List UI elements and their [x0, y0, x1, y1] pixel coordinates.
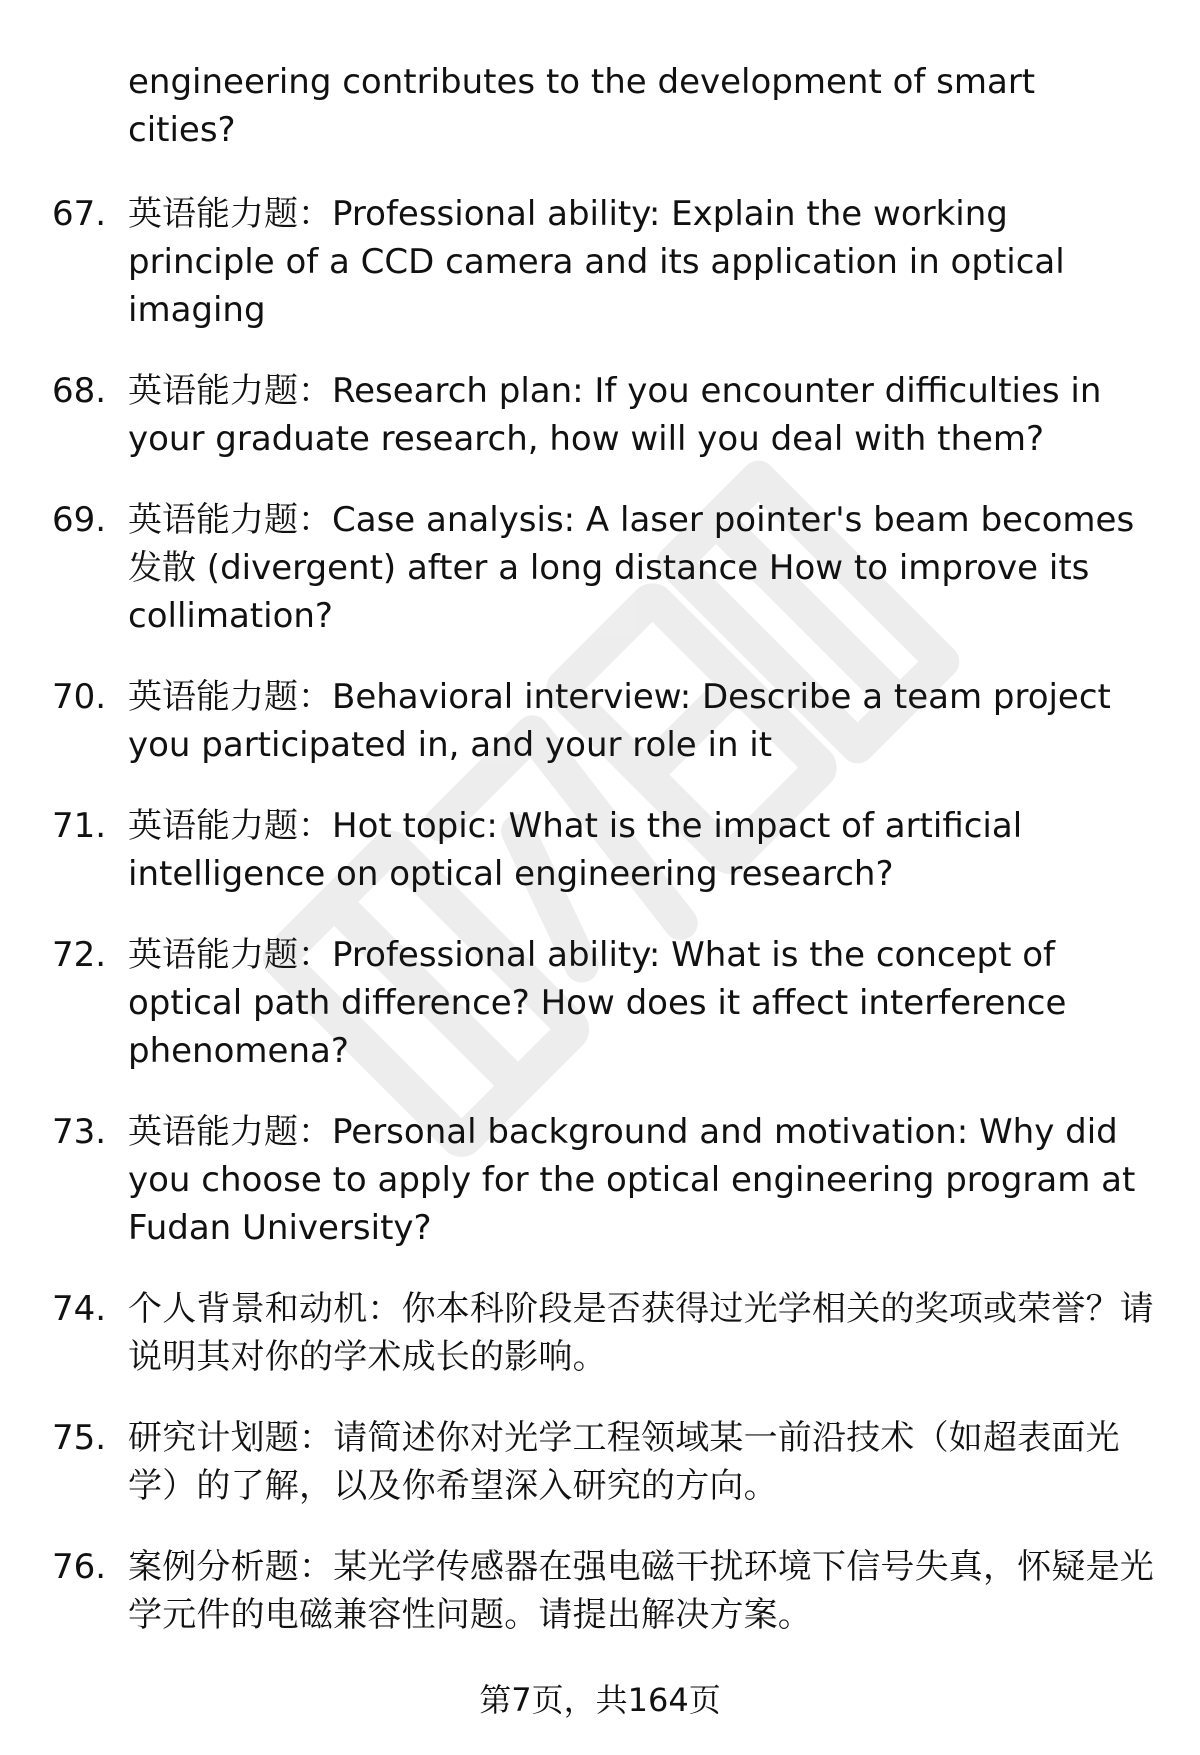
question-text: 英语能力题：Professional ability: What is the concept of optical path difference? How does it affect interference phenomena? [128, 935, 1067, 1071]
question-text: 案例分析题：某光学传感器在强电磁干扰环境下信号失真，怀疑是光学元件的电磁兼容性问题。请提出解决方案。 [128, 1547, 1154, 1635]
question-item [0, 190, 1160, 334]
question-item [0, 1543, 1160, 1639]
question-item [0, 496, 1160, 640]
question-text: 英语能力题：Case analysis: A laser pointer's beam becomes 发散 (divergent) after a long distance How to improve its collimation? [128, 500, 1135, 636]
question-number: 67. [52, 194, 107, 234]
question-item [0, 931, 1160, 1075]
question-number: 75. [52, 1418, 107, 1458]
question-continuation: engineering contributes to the development of smart cities? [128, 62, 1036, 150]
question-list [0, 190, 1200, 1672]
question-number: 72. [52, 935, 107, 975]
question-item [0, 802, 1160, 898]
question-item [0, 1414, 1160, 1510]
question-text: 英语能力题：Hot topic: What is the impact of artificial intelligence on optical engineering research? [128, 806, 1023, 894]
question-number: 69. [52, 500, 107, 540]
question-number: 73. [52, 1112, 107, 1152]
question-text: 英语能力题：Personal background and motivation: Why did you choose to apply for the optical engineering program at Fudan University? [128, 1112, 1136, 1248]
question-number: 70. [52, 677, 107, 717]
page-footer: 第7页，共164页 [479, 1681, 721, 1719]
question-item [0, 1108, 1160, 1252]
question-number: 74. [52, 1289, 107, 1329]
question-number: 68. [52, 371, 107, 411]
question-text: 英语能力题：Professional ability: Explain the working principle of a CCD camera and its application in optical imaging [128, 194, 1065, 330]
question-item [0, 673, 1160, 769]
question-text: 英语能力题：Research plan: If you encounter difficulties in your graduate research, how will you deal with them? [128, 371, 1102, 459]
question-item [0, 1285, 1160, 1381]
question-number: 71. [52, 806, 107, 846]
question-item [0, 367, 1160, 463]
question-text: 英语能力题：Behavioral interview: Describe a team project you participated in, and your role in it [128, 677, 1111, 765]
question-number: 76. [52, 1547, 107, 1587]
question-text: 个人背景和动机：你本科阶段是否获得过光学相关的奖项或荣誉？请说明其对你的学术成长的影响。 [128, 1289, 1154, 1377]
question-text: 研究计划题：请简述你对光学工程领域某一前沿技术（如超表面光学）的了解，以及你希望深入研究的方向。 [128, 1418, 1120, 1506]
